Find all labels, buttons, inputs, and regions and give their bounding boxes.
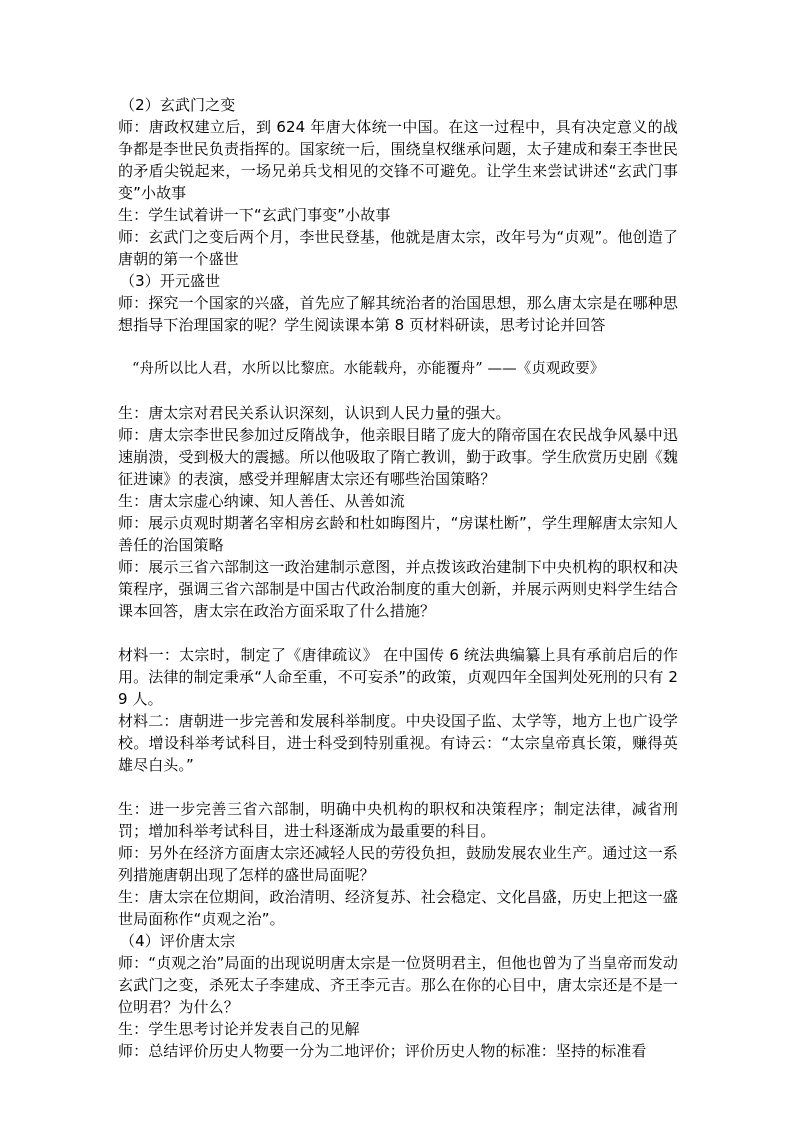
student-paragraph: 生：学生思考讨论并发表自己的见解 <box>118 1020 360 1038</box>
teacher-paragraph: 师：展示贞观时期著名宰相房玄龄和杜如晦图片，“房谋杜断”，学生理解唐太宗知人善任的治国策略 <box>118 514 678 554</box>
teacher-paragraph: 师：玄武门之变后两个月，李世民登基，他就是唐太宗，改年号为“贞观”。他创造了唐朝的第一个盛世 <box>118 228 678 268</box>
student-paragraph: 生：唐太宗虚心纳谏、知人善任、从善如流 <box>118 492 405 510</box>
teacher-paragraph: 师：另外在经济方面唐太宗还减轻人民的劳役负担，鼓励发展农业生产。通过这一系列措施唐朝出现了怎样的盛世局面呢？ <box>118 844 678 884</box>
teacher-paragraph: 师：唐政权建立后，到 624 年唐大体统一中国。在这一过程中，具有决定意义的战争都是李世民负责指挥的。国家统一后，围绕皇权继承问题，太子建成和秦王李世民的矛盾尖锐起来，一场兄弟兵戈相见的交锋不可避免。让学生来尝试讲述“玄武门事变”小故事 <box>118 118 678 202</box>
teacher-paragraph: 师：探究一个国家的兴盛，首先应了解其统治者的治国思想，那么唐太宗是在哪种思想指导下治理国家的呢？学生阅读课本第 8 页材料研读，思考讨论并回答 <box>118 294 678 334</box>
section-heading-xuanwumen: （2）玄武门之变 <box>120 96 236 114</box>
blank-line <box>118 336 678 358</box>
section-heading-evaluation: （4）评价唐太宗 <box>120 932 236 950</box>
blank-line <box>118 622 678 644</box>
teacher-paragraph: 师：“贞观之治”局面的出现说明唐太宗是一位贤明君主，但他也曾为了当皇帝而发动玄武门之变，杀死太子李建成、齐王李元吉。那么在你的心目中，唐太宗还是不是一位明君？为什么？ <box>118 954 678 1016</box>
quotation-zhenguan-zhengyao: “舟所以比人君，水所以比黎庶。水能载舟，亦能覆舟” ——《贞观政要》 <box>132 361 605 377</box>
material-one: 材料一：太宗时，制定了《唐律疏议》 在中国传 6 统法典编纂上具有承前启后的作用。法律的制定秉承“人命至重，不可妄杀”的政策，贞观四年全国判处死刑的只有 29 人。 <box>118 646 678 708</box>
student-paragraph: 生：进一步完善三省六部制，明确中央机构的职权和决策程序；制定法律，减省刑罚；增加科举考试科目，进士科逐渐成为最重要的科目。 <box>118 800 678 840</box>
student-paragraph: 生：唐太宗在位期间，政治清明、经济复苏、社会稳定、文化昌盛，历史上把这一盛世局面称作“贞观之治”。 <box>118 888 678 928</box>
student-paragraph: 生：唐太宗对君民关系认识深刻，认识到人民力量的强大。 <box>118 404 511 422</box>
material-two: 材料二：唐朝进一步完善和发展科举制度。中央设国子监、太学等，地方上也广设学校。增设科举考试科目，进士科受到特别重视。有诗云：“太宗皇帝真长策，赚得英雄尽白头。” <box>118 712 678 774</box>
teacher-paragraph: 师：唐太宗李世民参加过反隋战争，他亲眼目睹了庞大的隋帝国在农民战争风暴中迅速崩溃，受到极大的震撼。所以他吸取了隋亡教训，勤于政事。学生欣赏历史剧《魏征进谏》的表演，感受并理解唐太宗还有哪些治国策略？ <box>118 426 678 488</box>
document-body <box>118 94 678 1062</box>
teacher-paragraph: 师：总结评价历史人物要一分为二地评价；评价历史人物的标准：坚持的标准看 <box>118 1042 647 1060</box>
student-paragraph: 生：学生试着讲一下“玄武门事变”小故事 <box>118 206 391 224</box>
teacher-paragraph: 师：展示三省六部制这一政治建制示意图，并点拨该政治建制下中央机构的职权和决策程序，强调三省六部制是中国古代政治制度的重大创新，并展示两则史料学生结合课本回答，唐太宗在政治方面采取了什么措施？ <box>118 558 678 620</box>
blank-line <box>118 380 678 402</box>
blank-line <box>118 776 678 798</box>
section-heading-kaiyuan: （3）开元盛世 <box>120 272 221 290</box>
